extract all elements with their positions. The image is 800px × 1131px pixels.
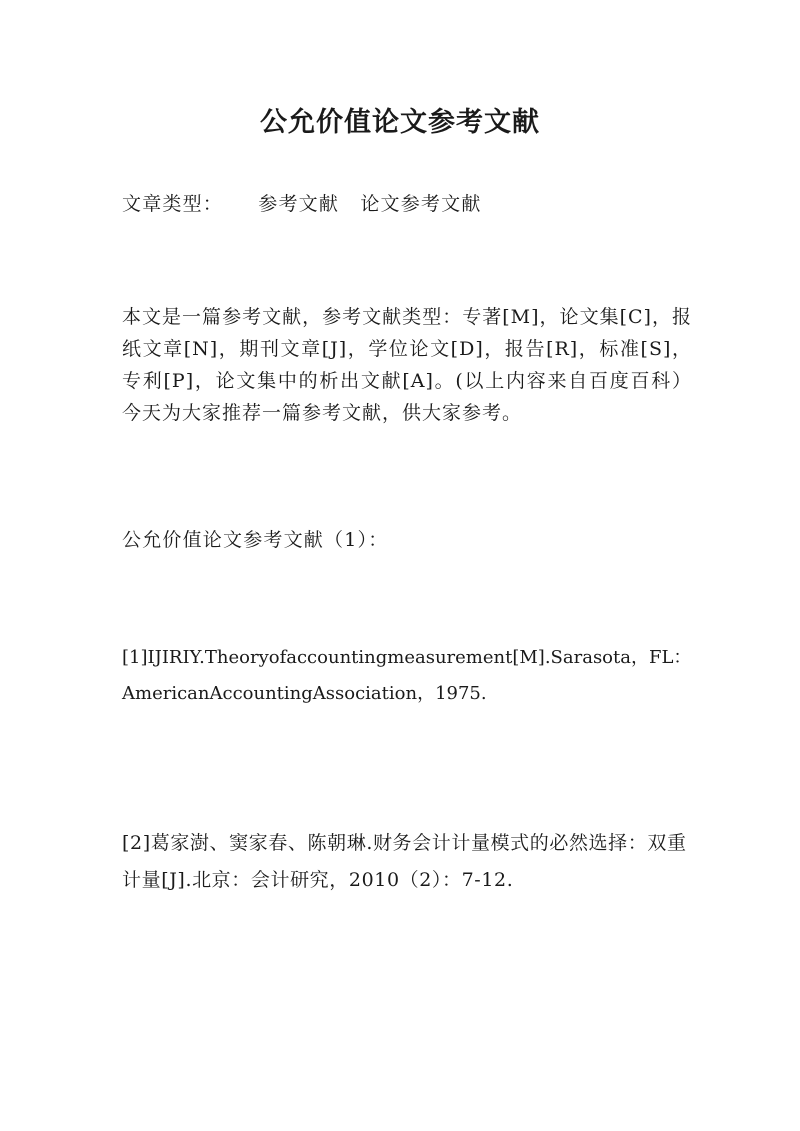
article-type-tag: 参考文献 [258,193,340,215]
article-type-label: 文章类型： [122,193,224,215]
document-title: 公允价值论文参考文献 [260,107,540,138]
article-type-line [122,189,692,219]
article-type-tag: 论文参考文献 [360,193,482,215]
reference-item: [1]IJIRIY.Theoryofaccountingmeasurement[M].Sarasota，FL：AmericanAccountingAssociation，1975. [122,647,692,704]
intro-paragraph: 本文是一篇参考文献，参考文献类型：专著[M]，论文集[C]，报纸文章[N]，期刊文章[J]，学位论文[D]，报告[R]，标准[S]，专利[P]，论文集中的析出文献[A]。(以上内容来自百度百科）今天为大家推荐一篇参考文献，供大家参考。 [122,306,692,424]
section-heading: 公允价值论文参考文献（1）： [122,529,389,551]
reference-item: [2]葛家澍、窦家春、陈朝琳.财务会计计量模式的必然选择：双重计量[J].北京：会计研究，2010（2）：7-12. [122,832,687,891]
